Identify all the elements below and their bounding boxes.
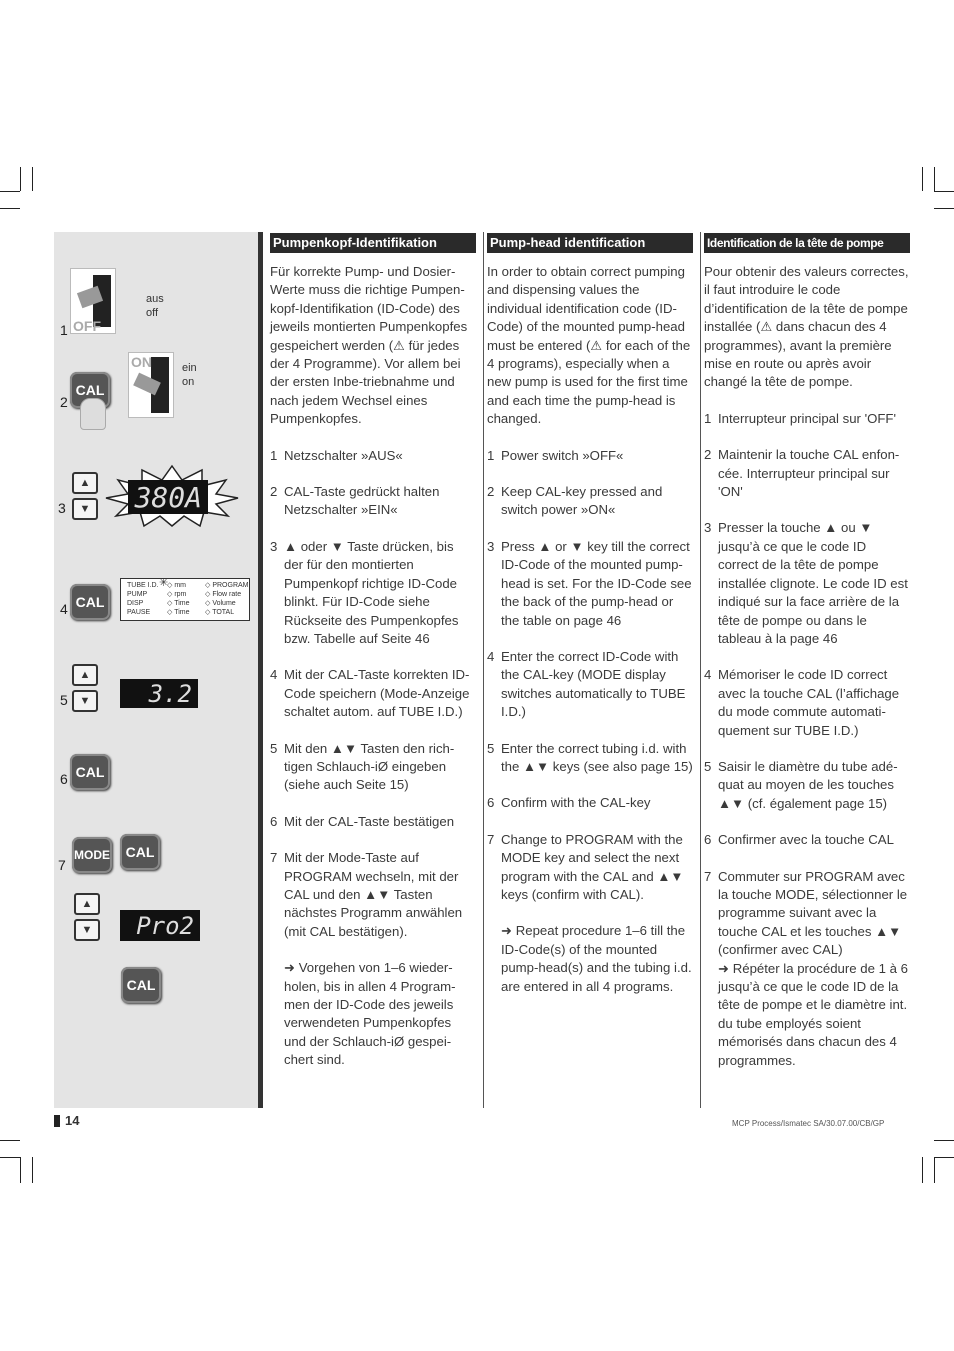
step-item: 1 Interrupteur principal sur 'OFF'	[704, 410, 896, 426]
step-number-2: 2	[60, 394, 68, 410]
crop-mark	[922, 1157, 923, 1183]
switch-off-icon	[71, 269, 115, 333]
lcd-tube-id: 3.2	[120, 679, 198, 708]
crop-mark	[934, 167, 935, 191]
panel-label: Volume	[212, 600, 236, 607]
column-header: Pump-head identification	[487, 233, 693, 253]
step-item: 2 CAL-Taste gedrückt halten Netzschalter »EIN«	[270, 484, 440, 518]
step-item: 4 Enter the correct ID-Code with the CAL-key (MODE display switches automatically to TUBE I.D.)	[487, 648, 686, 720]
down-arrow-key[interactable]: ▼	[72, 690, 98, 712]
panel-label: Flow rate	[212, 591, 242, 598]
panel-label: rpm	[174, 591, 187, 598]
repeat-note: ➜ Vorgehen von 1–6 wieder-holen, bis in allen 4 Program-men der ID-Code des jeweils verwendeten Pumpenkopfes und der Schlauch-iØ gespei-chert sind.	[284, 960, 456, 1068]
lcd-program: Pro2	[120, 910, 200, 941]
crop-mark	[934, 1157, 954, 1158]
cal-key[interactable]: CAL	[70, 754, 110, 790]
crop-mark	[32, 167, 33, 191]
step-item: 1 Netzschalter »AUS«	[270, 447, 403, 463]
lcd-id-code: 380A	[128, 480, 208, 514]
step-item: 6 Confirmer avec la touche CAL	[704, 832, 894, 848]
panel-label: TOTAL	[212, 609, 235, 616]
column-divider	[258, 232, 263, 1108]
crop-mark	[32, 1157, 33, 1183]
switch-on-caption	[182, 361, 197, 389]
step-number-6: 6	[60, 771, 68, 787]
panel-label: PUMP	[127, 591, 148, 598]
switch-on-label: ON	[131, 354, 152, 370]
crop-mark	[934, 208, 954, 209]
cal-key-pressed[interactable]: CAL	[70, 372, 110, 408]
panel-label: Time	[174, 609, 190, 616]
crop-mark	[0, 191, 20, 192]
crop-mark	[934, 191, 954, 192]
column-rule	[700, 232, 701, 1108]
step-item: 7 Change to PROGRAM with the MODE key and select the next program with the CAL and ▲▼ keys (confirm with CAL).	[487, 831, 684, 902]
crop-mark	[0, 1157, 20, 1158]
caption-off: off	[146, 307, 159, 319]
step-item: 2 Maintenir la touche CAL enfon-cée. Interrupteur principal sur 'ON'	[704, 447, 900, 500]
step-item: 1 Power switch »OFF«	[487, 447, 624, 463]
step-number-3: 3	[58, 500, 66, 516]
step-number-7: 7	[58, 857, 66, 873]
blink-star-icon: ✳	[159, 577, 169, 589]
step-item: 3 ▲ oder ▼ Taste drücken, bis der für den montierten Pumpenkopf richtige ID-Code blinkt. Für ID-Code siehe Rückseite des Pumpenkopfes bzw. Tabelle auf Seite 46	[270, 538, 459, 646]
caption-ein: ein	[182, 362, 197, 374]
finger-icon	[80, 398, 106, 430]
step-item: 5 Enter the correct tubing i.d. with the ▲▼ keys (see also page 15)	[487, 740, 693, 774]
up-arrow-key[interactable]: ▲	[74, 893, 100, 915]
switch-off-label: OFF	[73, 318, 101, 333]
step-item: 6 Mit der CAL-Taste bestätigen	[270, 813, 455, 829]
panel-label: DISP	[127, 600, 144, 607]
document-reference: MCP Process/Ismatec SA/30.07.00/CB/GP	[732, 1119, 885, 1128]
step-item: 7 Commuter sur PROGRAM avec la touche MODE, sélectionner le programme suivant avec la touche CAL et les touches ▲▼ (confirmer avec CAL)	[704, 868, 908, 958]
panel-label: mm	[174, 582, 186, 589]
down-arrow-key[interactable]: ▼	[72, 498, 98, 520]
down-arrow-key[interactable]: ▼	[74, 919, 100, 941]
power-switch-on	[128, 352, 174, 418]
column-german	[270, 232, 476, 1108]
column-header: Pumpenkopf-Identifikation	[270, 233, 476, 253]
crop-mark	[922, 167, 923, 191]
crop-mark	[20, 167, 21, 191]
panel-label: PROGRAM	[212, 582, 249, 589]
panel-label: Time	[174, 600, 190, 607]
column-header: Identification de la tête de pompe	[704, 233, 910, 253]
step-number-5: 5	[60, 692, 68, 708]
step-item: 3 Press ▲ or ▼ key till the correct ID-Code of the mounted pump-head is set. For the ID-Code see the back of the pump-head or the table on page 46	[487, 538, 692, 628]
crop-mark	[20, 1157, 21, 1183]
caption-aus: aus	[146, 293, 164, 305]
up-arrow-key[interactable]: ▲	[72, 664, 98, 686]
intro-text: Für korrekte Pump- und Dosier-Werte muss die richtige Pumpen-kopf-Identifikation (ID-Code) des jeweils montierten Pumpenkopfes gespeichert werden (⚠ für jedes der 4 Programme). Vor allem bei der ersten Inbe-triebnahme und nach jedem Wechsel eines Pumpenkopfes.	[270, 264, 468, 427]
step-item: 3 Presser la touche ▲ ou ▼ jusqu’à ce que le code ID correct de la tête de pompe installée clignote. Le code ID est indiqué sur la face arrière de la tête de pompe ou dans le tableau à la page 46	[704, 520, 908, 646]
page-number: 14	[65, 1113, 80, 1128]
column-english	[487, 232, 693, 1108]
panel-label: PAUSE	[127, 609, 151, 616]
step-number-1: 1	[60, 322, 68, 338]
caption-on: on	[182, 376, 195, 388]
crop-mark	[934, 1157, 935, 1183]
crop-mark	[934, 1140, 954, 1141]
intro-text: In order to obtain correct pumping and dispensing values the individual identification code (ID-Code) of the mounted pump-head must be entered (⚠ for each of the 4 programs), especially when a new pump is used for the first time and each time the pump-head is changed.	[487, 264, 691, 427]
cal-key[interactable]: CAL	[120, 834, 160, 870]
page-marker	[54, 1115, 60, 1127]
crop-mark	[0, 1140, 20, 1141]
switch-on-icon	[129, 353, 173, 417]
crop-mark	[0, 208, 20, 209]
step-number-4: 4	[60, 601, 68, 617]
switch-off-caption	[146, 292, 164, 320]
step-item: 4 Mémoriser le code ID correct avec la touche CAL (l’affichage du mode commute automati-quement sur TUBE I.D.)	[704, 667, 900, 738]
power-switch-off	[70, 268, 116, 334]
up-arrow-key[interactable]: ▲	[72, 472, 98, 494]
step-item: 4 Mit der CAL-Taste korrekten ID-Code speichern (Mode-Anzeige schaltet autom. auf TUBE I.D.)	[270, 667, 470, 720]
intro-text: Pour obtenir des valeurs correctes, il faut introduire le code d’identification de la tête de pompe installée (⚠ dans chacun des 4 programmes), avant la première mise en route ou après avoir changé la tête de pompe.	[704, 264, 909, 390]
mode-key[interactable]: MODE	[72, 837, 112, 873]
cal-key[interactable]: CAL	[121, 967, 161, 1003]
step-item: 2 Keep CAL-key pressed and switch power »ON«	[487, 484, 663, 518]
step-item: 5 Mit den ▲▼ Tasten den rich-tigen Schlauch-iØ eingeben (siehe auch Seite 15)	[270, 740, 455, 793]
step-item: 5 Saisir le diamètre du tube adé-quat au moyen de les touches ▲▼ (cf. également page 15)	[704, 758, 898, 811]
cal-key[interactable]: CAL	[70, 584, 110, 620]
step-item: 7 Mit der Mode-Taste auf PROGRAM wechseln, mit der CAL und den ▲▼ Tasten nächstes Programm anwählen (mit CAL bestätigen).	[270, 850, 463, 939]
column-french	[704, 232, 910, 1108]
mode-display-panel: TUBE I.D. PUMP DISP PAUSE ◇ mm ◇ rpm ◇ Time ◇ Time ◇ PROGRAM ◇ Flow rate ◇ Volume ◇ TOTAL ✳	[120, 578, 250, 621]
step-item: 6 Confirm with the CAL-key	[487, 795, 651, 811]
column-rule	[483, 232, 484, 1108]
panel-label: TUBE I.D.	[127, 582, 159, 589]
repeat-note: ➜ Répéter la procédure de 1 à 6 jusqu’à ce que le code ID de la tête de pompe et le diamètre int. du tube employés soient mémorisés dans chacun des 4 programmes.	[718, 960, 908, 1068]
repeat-note: ➜ Repeat procedure 1–6 till the ID-Code(s) of the mounted pump-head(s) and the tubing i.d. are entered in all 4 programs.	[501, 923, 692, 994]
